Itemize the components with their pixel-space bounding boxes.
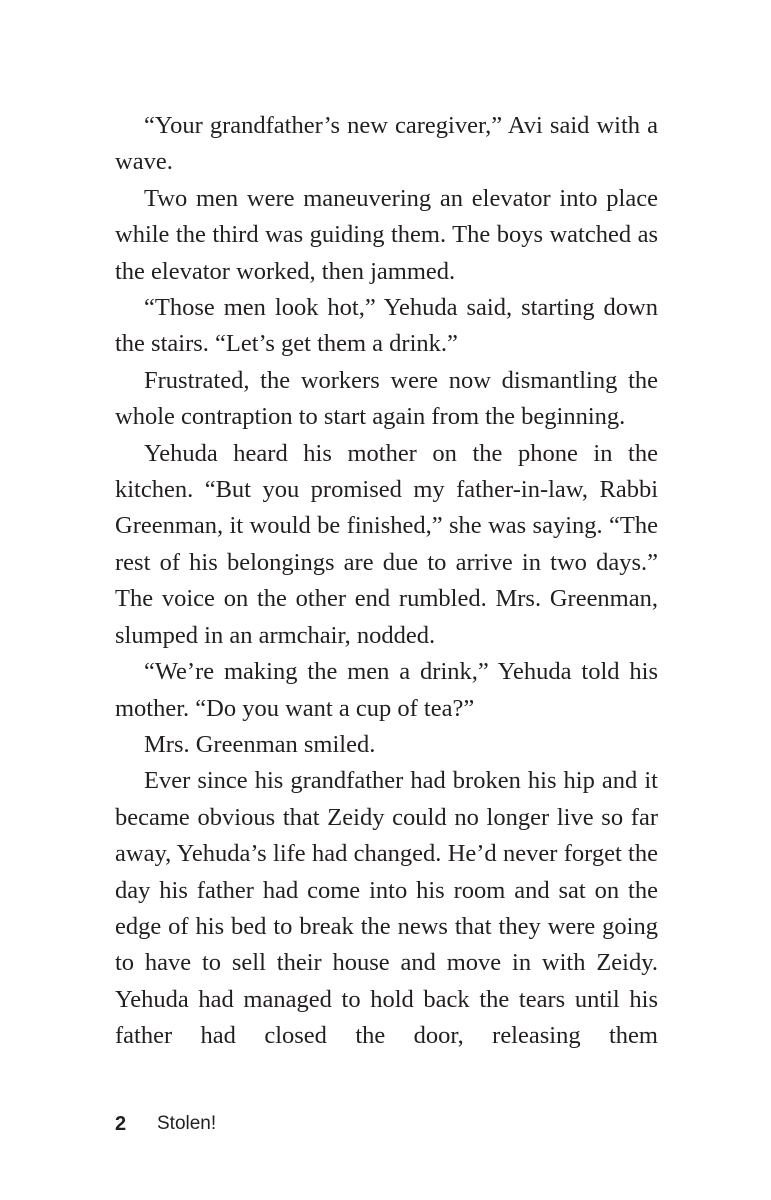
paragraph: Ever since his grandfather had broken his hip and it became obvious that Zeidy could no longer live so far away, Yehuda’s life had changed. He’d never forget the day his father had come into his room and sat on the edge of his bed to break the news that they were going to have to sell their house and move in with Zeidy. Yehuda had managed to hold back the tears until his father had closed the door, releasing them <box>115 767 658 1050</box>
paragraph: Frustrated, the workers were now dismantling the whole contraption to start again from the beginning. <box>115 366 658 431</box>
page-footer <box>115 1108 216 1140</box>
paragraph: “We’re making the men a drink,” Yehuda told his mother. “Do you want a cup of tea?” <box>115 658 658 722</box>
paragraph: “Those men look hot,” Yehuda said, starting down the stairs. “Let’s get them a drink.” <box>115 294 658 358</box>
body-text <box>115 108 658 1055</box>
paragraph: Yehuda heard his mother on the phone in the kitchen. “But you promised my father-in-law, Rabbi Greenman, it would be finished,” she was saying. “The rest of his belongings are due to arrive in two days.” The voice on the other end rumbled. Mrs. Greenman, slumped in an armchair, nodded. <box>115 439 658 649</box>
page-number: 2 <box>115 1112 127 1135</box>
paragraph: Mrs. Greenman smiled. <box>144 730 376 758</box>
paragraph: Two men were maneuvering an elevator into place while the third was guiding them. The boys watched as the elevator worked, then jammed. <box>115 184 658 285</box>
running-title: Stolen! <box>157 1113 217 1134</box>
paragraph: “Your grandfather’s new caregiver,” Avi said with a wave. <box>115 112 658 176</box>
